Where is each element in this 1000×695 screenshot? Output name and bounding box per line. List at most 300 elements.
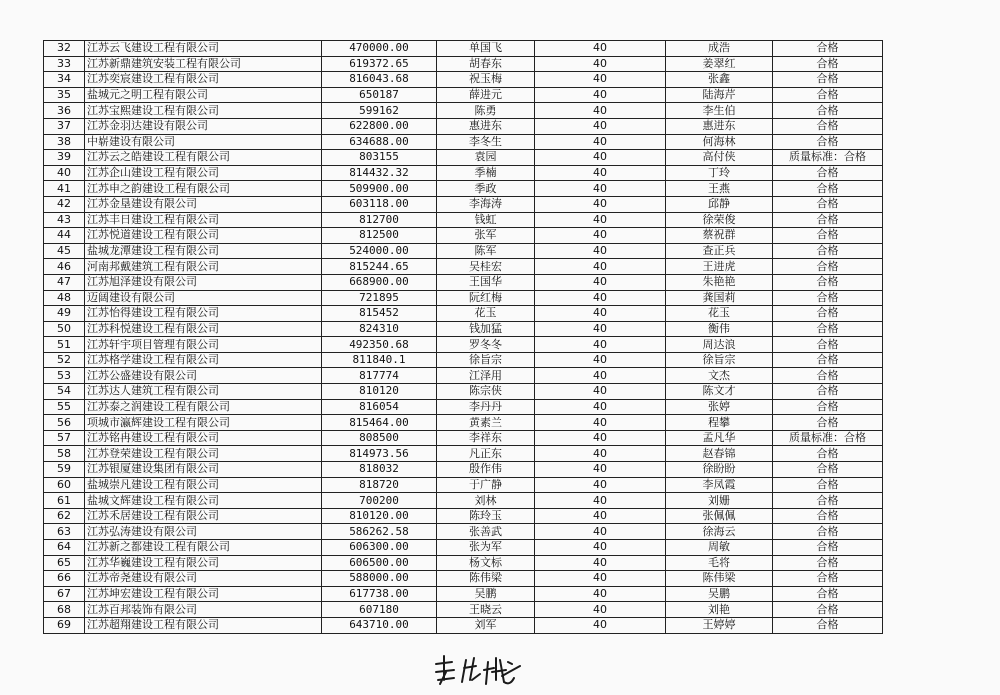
- project-manager-cell: 李海涛: [437, 196, 535, 212]
- company-name-cell: 江苏新之都建设工程有限公司: [85, 540, 322, 556]
- table-row: [44, 196, 883, 212]
- quality-standard-cell: 合格: [773, 41, 883, 57]
- company-name-cell: 项城市瀛辉建设工程有限公司: [85, 415, 322, 431]
- project-manager-cell: 花玉: [437, 306, 535, 322]
- company-name-cell: 江苏企山建设工程有限公司: [85, 165, 322, 181]
- table-row: [44, 524, 883, 540]
- table-row: [44, 586, 883, 602]
- quality-standard-cell: 合格: [773, 352, 883, 368]
- row-number-cell: 57: [44, 430, 85, 446]
- table-row: [44, 228, 883, 244]
- row-number-cell: 54: [44, 384, 85, 400]
- project-manager-cell: 薛进元: [437, 87, 535, 103]
- row-number-cell: 61: [44, 493, 85, 509]
- row-number-cell: 37: [44, 118, 85, 134]
- quality-standard-cell: 合格: [773, 337, 883, 353]
- table-row: [44, 617, 883, 633]
- project-manager-cell: 殷作伟: [437, 462, 535, 478]
- quality-standard-cell: 合格: [773, 586, 883, 602]
- bid-amount-cell: 650187: [322, 87, 437, 103]
- quality-standard-cell: 合格: [773, 274, 883, 290]
- project-manager-cell: 刘军: [437, 617, 535, 633]
- technical-lead-cell: 丁玲: [666, 165, 773, 181]
- table-row: [44, 462, 883, 478]
- quality-standard-cell: 合格: [773, 446, 883, 462]
- bid-amount-cell: 815452: [322, 306, 437, 322]
- duration-days-cell: 40: [535, 462, 666, 478]
- row-number-cell: 67: [44, 586, 85, 602]
- duration-days-cell: 40: [535, 430, 666, 446]
- duration-days-cell: 40: [535, 259, 666, 275]
- row-number-cell: 48: [44, 290, 85, 306]
- project-manager-cell: 胡春东: [437, 56, 535, 72]
- company-name-cell: 江苏金羽达建设有限公司: [85, 118, 322, 134]
- duration-days-cell: 40: [535, 150, 666, 166]
- row-number-cell: 58: [44, 446, 85, 462]
- row-number-cell: 63: [44, 524, 85, 540]
- quality-standard-cell: 合格: [773, 462, 883, 478]
- duration-days-cell: 40: [535, 103, 666, 119]
- project-manager-cell: 王晓云: [437, 602, 535, 618]
- company-name-cell: 江苏轩宇项目管理有限公司: [85, 337, 322, 353]
- bid-amount-cell: 603118.00: [322, 196, 437, 212]
- technical-lead-cell: 张婷: [666, 399, 773, 415]
- company-name-cell: 江苏登荣建设工程有限公司: [85, 446, 322, 462]
- technical-lead-cell: 李凤霞: [666, 477, 773, 493]
- bid-amount-cell: 470000.00: [322, 41, 437, 57]
- quality-standard-cell: 合格: [773, 617, 883, 633]
- company-name-cell: 江苏怡得建设工程有限公司: [85, 306, 322, 322]
- table-row: [44, 150, 883, 166]
- row-number-cell: 34: [44, 72, 85, 88]
- project-manager-cell: 陈宗侠: [437, 384, 535, 400]
- project-manager-cell: 吴桂宏: [437, 259, 535, 275]
- bid-amount-cell: 810120: [322, 384, 437, 400]
- row-number-cell: 33: [44, 56, 85, 72]
- technical-lead-cell: 张鑫: [666, 72, 773, 88]
- project-manager-cell: 季政: [437, 181, 535, 197]
- row-number-cell: 46: [44, 259, 85, 275]
- technical-lead-cell: 张佩佩: [666, 508, 773, 524]
- table-row: [44, 352, 883, 368]
- table-row: [44, 103, 883, 119]
- table-row: [44, 337, 883, 353]
- company-name-cell: 盐城龙潭建设工程有限公司: [85, 243, 322, 259]
- project-manager-cell: 凡正东: [437, 446, 535, 462]
- row-number-cell: 35: [44, 87, 85, 103]
- technical-lead-cell: 徐盼盼: [666, 462, 773, 478]
- technical-lead-cell: 成浩: [666, 41, 773, 57]
- company-name-cell: 江苏云之皓建设工程有限公司: [85, 150, 322, 166]
- bid-amount-cell: 817774: [322, 368, 437, 384]
- quality-standard-cell: 合格: [773, 540, 883, 556]
- company-name-cell: 河南邦戴建筑工程有限公司: [85, 259, 322, 275]
- bid-amount-cell: 818032: [322, 462, 437, 478]
- row-number-cell: 55: [44, 399, 85, 415]
- quality-standard-cell: 质量标准：合格: [773, 430, 883, 446]
- bid-amount-cell: 815244.65: [322, 259, 437, 275]
- duration-days-cell: 40: [535, 617, 666, 633]
- duration-days-cell: 40: [535, 446, 666, 462]
- row-number-cell: 36: [44, 103, 85, 119]
- table-row: [44, 555, 883, 571]
- project-manager-cell: 袁园: [437, 150, 535, 166]
- table-row: [44, 56, 883, 72]
- duration-days-cell: 40: [535, 586, 666, 602]
- row-number-cell: 69: [44, 617, 85, 633]
- table-row: [44, 290, 883, 306]
- quality-standard-cell: 合格: [773, 477, 883, 493]
- quality-standard-cell: 合格: [773, 228, 883, 244]
- bid-amount-cell: 492350.68: [322, 337, 437, 353]
- company-name-cell: 江苏禾居建设工程有限公司: [85, 508, 322, 524]
- duration-days-cell: 40: [535, 87, 666, 103]
- technical-lead-cell: 赵春锦: [666, 446, 773, 462]
- bid-amount-cell: 622800.00: [322, 118, 437, 134]
- quality-standard-cell: 合格: [773, 384, 883, 400]
- company-name-cell: 江苏百邦装饰有限公司: [85, 602, 322, 618]
- company-name-cell: 中崭建设有限公司: [85, 134, 322, 150]
- technical-lead-cell: 周敏: [666, 540, 773, 556]
- bid-amount-cell: 586262.58: [322, 524, 437, 540]
- bid-amount-cell: 808500: [322, 430, 437, 446]
- project-manager-cell: 季楠: [437, 165, 535, 181]
- bid-amount-cell: 812700: [322, 212, 437, 228]
- table-row: [44, 602, 883, 618]
- row-number-cell: 50: [44, 321, 85, 337]
- table-row: [44, 212, 883, 228]
- quality-standard-cell: 合格: [773, 399, 883, 415]
- project-manager-cell: 徐旨宗: [437, 352, 535, 368]
- technical-lead-cell: 徐荣俊: [666, 212, 773, 228]
- project-manager-cell: 李冬生: [437, 134, 535, 150]
- project-manager-cell: 张善武: [437, 524, 535, 540]
- duration-days-cell: 40: [535, 56, 666, 72]
- bid-amount-cell: 816043.68: [322, 72, 437, 88]
- bid-amount-cell: 814432.32: [322, 165, 437, 181]
- table-row: [44, 165, 883, 181]
- company-name-cell: 江苏泰之润建设工程有限公司: [85, 399, 322, 415]
- table-row: [44, 259, 883, 275]
- table-row: [44, 181, 883, 197]
- duration-days-cell: 40: [535, 337, 666, 353]
- quality-standard-cell: 合格: [773, 321, 883, 337]
- duration-days-cell: 40: [535, 508, 666, 524]
- bid-amount-cell: 824310: [322, 321, 437, 337]
- table-row: [44, 384, 883, 400]
- technical-lead-cell: 查正兵: [666, 243, 773, 259]
- bid-amount-cell: 606300.00: [322, 540, 437, 556]
- table-row: [44, 540, 883, 556]
- table-row: [44, 41, 883, 57]
- company-name-cell: 盐城元之明工程有限公司: [85, 87, 322, 103]
- bid-amount-cell: 643710.00: [322, 617, 437, 633]
- project-manager-cell: 陈玲玉: [437, 508, 535, 524]
- project-manager-cell: 惠进东: [437, 118, 535, 134]
- technical-lead-cell: 高付侠: [666, 150, 773, 166]
- technical-lead-cell: 孟凡华: [666, 430, 773, 446]
- table-row: [44, 243, 883, 259]
- company-name-cell: 江苏坤宏建设工程有限公司: [85, 586, 322, 602]
- quality-standard-cell: 合格: [773, 56, 883, 72]
- quality-standard-cell: 合格: [773, 290, 883, 306]
- technical-lead-cell: 衡伟: [666, 321, 773, 337]
- technical-lead-cell: 龚国莉: [666, 290, 773, 306]
- bid-amount-cell: 588000.00: [322, 571, 437, 587]
- quality-standard-cell: 合格: [773, 415, 883, 431]
- project-manager-cell: 张为军: [437, 540, 535, 556]
- duration-days-cell: 40: [535, 540, 666, 556]
- bid-amount-cell: 599162: [322, 103, 437, 119]
- technical-lead-cell: 吴鹏: [666, 586, 773, 602]
- company-name-cell: 江苏云飞建设工程有限公司: [85, 41, 322, 57]
- row-number-cell: 38: [44, 134, 85, 150]
- project-manager-cell: 陈勇: [437, 103, 535, 119]
- project-manager-cell: 杨文标: [437, 555, 535, 571]
- project-manager-cell: 钱加猛: [437, 321, 535, 337]
- bid-amount-cell: 668900.00: [322, 274, 437, 290]
- row-number-cell: 41: [44, 181, 85, 197]
- row-number-cell: 65: [44, 555, 85, 571]
- duration-days-cell: 40: [535, 555, 666, 571]
- company-name-cell: 江苏奕宸建设工程有限公司: [85, 72, 322, 88]
- row-number-cell: 42: [44, 196, 85, 212]
- quality-standard-cell: 合格: [773, 103, 883, 119]
- quality-standard-cell: 合格: [773, 196, 883, 212]
- handwritten-signature: [430, 650, 540, 690]
- bid-amount-cell: 810120.00: [322, 508, 437, 524]
- technical-lead-cell: 陆海芹: [666, 87, 773, 103]
- row-number-cell: 52: [44, 352, 85, 368]
- row-number-cell: 60: [44, 477, 85, 493]
- row-number-cell: 66: [44, 571, 85, 587]
- company-name-cell: 江苏金垦建设有限公司: [85, 196, 322, 212]
- duration-days-cell: 40: [535, 384, 666, 400]
- duration-days-cell: 40: [535, 134, 666, 150]
- row-number-cell: 45: [44, 243, 85, 259]
- table-row: [44, 134, 883, 150]
- project-manager-cell: 江泽用: [437, 368, 535, 384]
- duration-days-cell: 40: [535, 243, 666, 259]
- bid-amount-cell: 721895: [322, 290, 437, 306]
- quality-standard-cell: 合格: [773, 134, 883, 150]
- quality-standard-cell: 合格: [773, 306, 883, 322]
- quality-standard-cell: 合格: [773, 571, 883, 587]
- project-manager-cell: 张军: [437, 228, 535, 244]
- row-number-cell: 47: [44, 274, 85, 290]
- table-row: [44, 415, 883, 431]
- technical-lead-cell: 姜翠红: [666, 56, 773, 72]
- quality-standard-cell: 合格: [773, 87, 883, 103]
- company-name-cell: 江苏科悦建设工程有限公司: [85, 321, 322, 337]
- duration-days-cell: 40: [535, 228, 666, 244]
- quality-standard-cell: 合格: [773, 165, 883, 181]
- project-manager-cell: 吴鹏: [437, 586, 535, 602]
- project-manager-cell: 于广静: [437, 477, 535, 493]
- project-manager-cell: 祝玉梅: [437, 72, 535, 88]
- company-name-cell: 江苏超翔建设工程有限公司: [85, 617, 322, 633]
- technical-lead-cell: 陈文才: [666, 384, 773, 400]
- project-manager-cell: 李祥东: [437, 430, 535, 446]
- row-number-cell: 56: [44, 415, 85, 431]
- bid-amount-cell: 524000.00: [322, 243, 437, 259]
- duration-days-cell: 40: [535, 41, 666, 57]
- company-name-cell: 江苏格学建设工程有限公司: [85, 352, 322, 368]
- technical-lead-cell: 王燕: [666, 181, 773, 197]
- duration-days-cell: 40: [535, 415, 666, 431]
- quality-standard-cell: 合格: [773, 243, 883, 259]
- duration-days-cell: 40: [535, 321, 666, 337]
- technical-lead-cell: 周达浪: [666, 337, 773, 353]
- duration-days-cell: 40: [535, 118, 666, 134]
- project-manager-cell: 钱虹: [437, 212, 535, 228]
- bid-amount-cell: 617738.00: [322, 586, 437, 602]
- technical-lead-cell: 蔡祝群: [666, 228, 773, 244]
- project-manager-cell: 罗冬冬: [437, 337, 535, 353]
- company-name-cell: 江苏银厦建设集团有限公司: [85, 462, 322, 478]
- bid-amount-cell: 811840.1: [322, 352, 437, 368]
- bid-amount-cell: 816054: [322, 399, 437, 415]
- project-manager-cell: 黄素兰: [437, 415, 535, 431]
- project-manager-cell: 陈伟梁: [437, 571, 535, 587]
- company-name-cell: 江苏达人建筑工程有限公司: [85, 384, 322, 400]
- technical-lead-cell: 李生伯: [666, 103, 773, 119]
- table-row: [44, 306, 883, 322]
- quality-standard-cell: 合格: [773, 493, 883, 509]
- table-row: [44, 493, 883, 509]
- technical-lead-cell: 朱艳艳: [666, 274, 773, 290]
- project-manager-cell: 阮红梅: [437, 290, 535, 306]
- company-name-cell: 江苏旭泽建设有限公司: [85, 274, 322, 290]
- row-number-cell: 43: [44, 212, 85, 228]
- row-number-cell: 53: [44, 368, 85, 384]
- duration-days-cell: 40: [535, 571, 666, 587]
- duration-days-cell: 40: [535, 196, 666, 212]
- duration-days-cell: 40: [535, 181, 666, 197]
- table-row: [44, 274, 883, 290]
- quality-standard-cell: 合格: [773, 524, 883, 540]
- technical-lead-cell: 刘姗: [666, 493, 773, 509]
- quality-standard-cell: 合格: [773, 181, 883, 197]
- company-name-cell: 江苏申之韵建设工程有限公司: [85, 181, 322, 197]
- company-name-cell: 江苏悦道建设工程有限公司: [85, 228, 322, 244]
- technical-lead-cell: 徐旨宗: [666, 352, 773, 368]
- technical-lead-cell: 王进虎: [666, 259, 773, 275]
- project-manager-cell: 刘林: [437, 493, 535, 509]
- row-number-cell: 49: [44, 306, 85, 322]
- bid-amount-cell: 812500: [322, 228, 437, 244]
- company-name-cell: 江苏帝尧建设有限公司: [85, 571, 322, 587]
- project-manager-cell: 陈军: [437, 243, 535, 259]
- technical-lead-cell: 刘艳: [666, 602, 773, 618]
- quality-standard-cell: 合格: [773, 118, 883, 134]
- company-name-cell: 江苏铭冉建设工程有限公司: [85, 430, 322, 446]
- row-number-cell: 32: [44, 41, 85, 57]
- company-name-cell: 江苏宝熙建设工程有限公司: [85, 103, 322, 119]
- row-number-cell: 62: [44, 508, 85, 524]
- table-row: [44, 571, 883, 587]
- quality-standard-cell: 合格: [773, 259, 883, 275]
- technical-lead-cell: 何海林: [666, 134, 773, 150]
- quality-standard-cell: 合格: [773, 602, 883, 618]
- technical-lead-cell: 徐海云: [666, 524, 773, 540]
- company-name-cell: 江苏弘涛建设有限公司: [85, 524, 322, 540]
- quality-standard-cell: 合格: [773, 212, 883, 228]
- row-number-cell: 68: [44, 602, 85, 618]
- row-number-cell: 39: [44, 150, 85, 166]
- row-number-cell: 44: [44, 228, 85, 244]
- duration-days-cell: 40: [535, 477, 666, 493]
- duration-days-cell: 40: [535, 290, 666, 306]
- bid-amount-cell: 803155: [322, 150, 437, 166]
- table-row: [44, 399, 883, 415]
- duration-days-cell: 40: [535, 165, 666, 181]
- project-manager-cell: 王国华: [437, 274, 535, 290]
- project-manager-cell: 单国飞: [437, 41, 535, 57]
- bid-amount-cell: 815464.00: [322, 415, 437, 431]
- project-manager-cell: 李丹丹: [437, 399, 535, 415]
- duration-days-cell: 40: [535, 524, 666, 540]
- bid-results-table: [43, 40, 883, 634]
- bid-amount-cell: 700200: [322, 493, 437, 509]
- bid-amount-cell: 634688.00: [322, 134, 437, 150]
- technical-lead-cell: 文杰: [666, 368, 773, 384]
- duration-days-cell: 40: [535, 72, 666, 88]
- table-row: [44, 118, 883, 134]
- row-number-cell: 64: [44, 540, 85, 556]
- table-row: [44, 430, 883, 446]
- quality-standard-cell: 合格: [773, 555, 883, 571]
- row-number-cell: 59: [44, 462, 85, 478]
- bid-amount-cell: 606500.00: [322, 555, 437, 571]
- technical-lead-cell: 程攀: [666, 415, 773, 431]
- company-name-cell: 江苏华巍建设工程有限公司: [85, 555, 322, 571]
- bid-amount-cell: 607180: [322, 602, 437, 618]
- table-row: [44, 72, 883, 88]
- technical-lead-cell: 王婷婷: [666, 617, 773, 633]
- technical-lead-cell: 惠进东: [666, 118, 773, 134]
- table-row: [44, 446, 883, 462]
- company-name-cell: 迈阔建设有限公司: [85, 290, 322, 306]
- company-name-cell: 江苏公盛建设有限公司: [85, 368, 322, 384]
- bid-amount-cell: 818720: [322, 477, 437, 493]
- duration-days-cell: 40: [535, 368, 666, 384]
- quality-standard-cell: 质量标准：合格: [773, 150, 883, 166]
- duration-days-cell: 40: [535, 399, 666, 415]
- quality-standard-cell: 合格: [773, 72, 883, 88]
- table-row: [44, 87, 883, 103]
- company-name-cell: 江苏丰日建设工程有限公司: [85, 212, 322, 228]
- bid-amount-cell: 619372.65: [322, 56, 437, 72]
- duration-days-cell: 40: [535, 493, 666, 509]
- duration-days-cell: 40: [535, 352, 666, 368]
- table-row: [44, 368, 883, 384]
- row-number-cell: 51: [44, 337, 85, 353]
- table-row: [44, 477, 883, 493]
- company-name-cell: 盐城崇凡建设工程有限公司: [85, 477, 322, 493]
- technical-lead-cell: 邱静: [666, 196, 773, 212]
- table-body: [44, 41, 883, 634]
- bid-amount-cell: 509900.00: [322, 181, 437, 197]
- technical-lead-cell: 陈伟梁: [666, 571, 773, 587]
- bid-amount-cell: 814973.56: [322, 446, 437, 462]
- quality-standard-cell: 合格: [773, 368, 883, 384]
- technical-lead-cell: 花玉: [666, 306, 773, 322]
- company-name-cell: 盐城文辉建设工程有限公司: [85, 493, 322, 509]
- duration-days-cell: 40: [535, 306, 666, 322]
- company-name-cell: 江苏新鼎建筑安装工程有限公司: [85, 56, 322, 72]
- table-row: [44, 508, 883, 524]
